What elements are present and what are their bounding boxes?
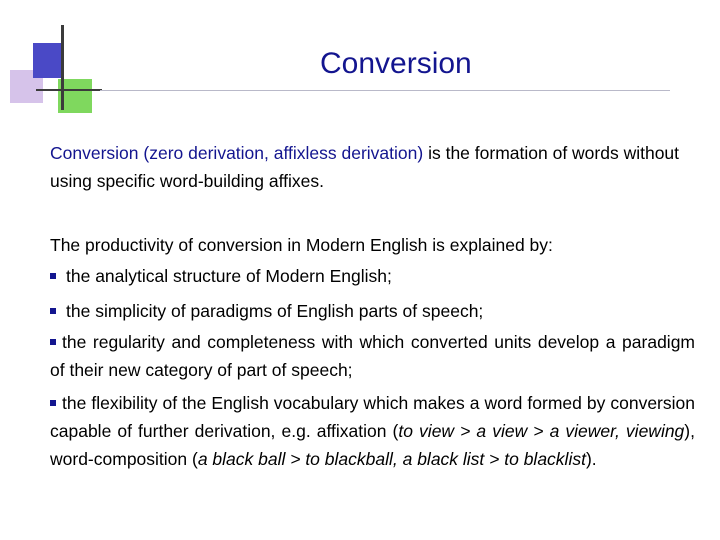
bullet-square-icon — [50, 339, 56, 345]
list-item — [50, 328, 695, 384]
logo-vertical-line — [61, 25, 64, 110]
intro-text: The productivity of conversion in Modern English is explained by: — [50, 235, 553, 255]
definition-synonyms: zero derivation, affixless derivation — [149, 143, 418, 163]
slide-title: Conversion — [320, 47, 472, 80]
logo-horizontal-line — [36, 89, 102, 91]
list-item — [50, 297, 695, 325]
list-item-text-a: the flexibility of the English vocabulary which makes a word formed by conversion capable of further derivation, e.g. affixation ( — [50, 393, 695, 441]
definition-paren-close: ) — [417, 143, 424, 163]
example-composition: a black ball > to blackball, a black list > to blacklist — [197, 449, 586, 469]
slide-logo-decoration — [0, 0, 110, 115]
list-item-text-c: ). — [585, 449, 597, 469]
definition-paren-open: ( — [138, 143, 150, 163]
list-item — [50, 389, 695, 473]
definition-paragraph — [50, 139, 695, 195]
definition-rest: is the formation of words without using specific word-building affixes. — [50, 143, 680, 191]
list-item — [50, 262, 695, 290]
list-item-text: the simplicity of paradigms of English parts of speech; — [66, 301, 484, 321]
definition-term: Conversion — [50, 143, 139, 163]
list-item-text: the analytical structure of Modern English; — [66, 266, 392, 286]
example-affixation: to view > a view > a viewer, viewing — [398, 421, 685, 441]
bullet-square-icon — [50, 400, 56, 406]
title-divider — [100, 90, 670, 91]
bullet-square-icon — [50, 308, 56, 314]
list-item-text: the regularity and completeness with which converted units develop a paradigm of their new category of part of speech; — [50, 332, 695, 380]
bullet-square-icon — [50, 273, 56, 279]
list-item-text-b: ), word-composition ( — [50, 421, 695, 469]
logo-blue-square — [33, 43, 64, 78]
